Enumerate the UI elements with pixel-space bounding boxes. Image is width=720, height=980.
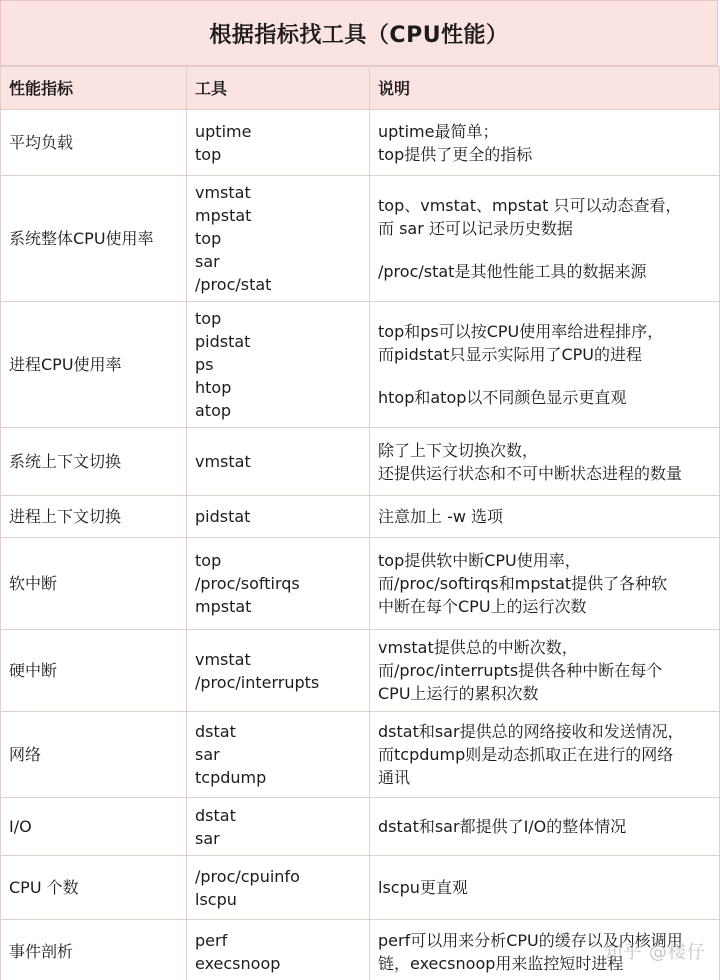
tool-name: /proc/cpuinfo: [195, 866, 300, 886]
table-row: [1, 630, 720, 712]
tool-name: execsnoop: [195, 953, 281, 973]
tool-name: sar: [195, 828, 220, 848]
tool-name: sar: [195, 745, 220, 764]
table-row: [1, 302, 720, 428]
cell-metric: 软中断: [1, 538, 187, 630]
tool-name: htop: [195, 378, 232, 397]
table-row: [1, 176, 720, 302]
description-line: lscpu更直观: [378, 878, 468, 897]
table-row: [1, 712, 720, 798]
description-line: top、vmstat、mpstat 只可以动态查看，: [378, 196, 682, 215]
cell-tools: [187, 712, 370, 798]
tool-name: pidstat: [195, 507, 251, 526]
description-line: [378, 366, 711, 386]
description-line: 通讯: [378, 768, 411, 787]
cell-tools: [187, 110, 370, 176]
cell-description: [370, 496, 720, 538]
cell-description: [370, 630, 720, 712]
cell-tools: [187, 920, 370, 980]
tool-name: /proc/interrupts: [195, 672, 320, 692]
cell-metric: 平均负载: [1, 110, 187, 176]
tool-name: mpstat: [195, 597, 252, 616]
description-line: 而tcpdump则是动态抓取正在进行的网络: [378, 745, 674, 764]
cell-metric: 网络: [1, 712, 187, 798]
tool-name: /proc/stat: [195, 275, 272, 294]
table-row: [1, 538, 720, 630]
description-line: 而/proc/interrupts提供各种中断在每个: [378, 661, 663, 680]
tool-name: pidstat: [195, 332, 251, 351]
description-line: 还提供运行状态和不可中断状态进程的数量: [378, 463, 683, 483]
tool-name: top: [195, 309, 222, 328]
description-line: 除了上下文切换次数，: [378, 440, 539, 460]
description-line: 中断在每个CPU上的运行次数: [378, 597, 587, 616]
tool-name: mpstat: [195, 206, 252, 225]
description-line: uptime最简单；: [378, 121, 499, 141]
tool-name: top: [195, 551, 222, 570]
tool-name: vmstat: [195, 649, 251, 669]
description-line: top提供了更全的指标: [378, 144, 533, 164]
table-row: [1, 110, 720, 176]
tool-name: dstat: [195, 805, 236, 825]
cell-description: [370, 538, 720, 630]
table-row: [1, 496, 720, 538]
cell-tools: [187, 428, 370, 496]
cell-metric: I/O: [1, 798, 187, 856]
description-line: 而/proc/softirqs和mpstat提供了各种软: [378, 574, 668, 593]
tool-name: top: [195, 144, 222, 164]
tool-name: vmstat: [195, 452, 251, 471]
watermark: 知乎 @楼仔: [604, 942, 706, 963]
tool-name: /proc/softirqs: [195, 574, 300, 593]
table-row: [1, 856, 720, 920]
cell-metric: 进程上下文切换: [1, 496, 187, 538]
header-tools: 工具: [187, 67, 370, 110]
table-row: [1, 798, 720, 856]
description-line: dstat和sar提供总的网络接收和发送情况，: [378, 722, 684, 741]
description-line: CPU上运行的累积次数: [378, 684, 539, 703]
cell-metric: 系统上下文切换: [1, 428, 187, 496]
tool-name: vmstat: [195, 183, 251, 202]
tool-name: perf: [195, 930, 228, 950]
table-header-row: [1, 67, 720, 110]
cell-tools: [187, 798, 370, 856]
cell-metric: 进程CPU使用率: [1, 302, 187, 428]
cpu-tools-table: [0, 66, 720, 980]
table-title-bar: [0, 0, 718, 66]
table-row: [1, 428, 720, 496]
cell-tools: [187, 176, 370, 302]
tool-name: uptime: [195, 121, 252, 141]
description-line: top提供软中断CPU使用率，: [378, 551, 581, 570]
cell-tools: [187, 630, 370, 712]
tool-name: top: [195, 229, 222, 248]
tool-name: ps: [195, 355, 214, 374]
description-line: top和ps可以按CPU使用率给进程排序，: [378, 322, 664, 341]
cell-tools: [187, 538, 370, 630]
description-line: [378, 240, 711, 260]
cell-description: [370, 798, 720, 856]
cell-metric: 系统整体CPU使用率: [1, 176, 187, 302]
cell-description: [370, 428, 720, 496]
tool-name: lscpu: [195, 889, 237, 909]
tool-name: sar: [195, 252, 220, 271]
tool-name: tcpdump: [195, 768, 267, 787]
description-line: perf可以用来分析CPU的缓存以及内核调用: [378, 930, 683, 950]
description-line: vmstat提供总的中断次数，: [378, 638, 578, 657]
description-line: 注意加上 -w 选项: [378, 507, 504, 526]
cell-description: [370, 856, 720, 920]
cell-tools: [187, 302, 370, 428]
cell-metric: 硬中断: [1, 630, 187, 712]
cell-description: [370, 110, 720, 176]
description-line: /proc/stat是其他性能工具的数据来源: [378, 262, 647, 281]
cell-description: [370, 176, 720, 302]
cell-description: [370, 712, 720, 798]
description-line: 而 sar 还可以记录历史数据: [378, 219, 573, 238]
cell-tools: [187, 856, 370, 920]
table-title: 根据指标找工具（CPU性能）: [209, 22, 509, 48]
description-line: dstat和sar都提供了I/O的整体情况: [378, 817, 627, 836]
header-description: 说明: [370, 67, 720, 110]
cell-tools: [187, 496, 370, 538]
cell-metric: CPU 个数: [1, 856, 187, 920]
description-line: 而pidstat只显示实际用了CPU的进程: [378, 345, 642, 364]
tool-name: dstat: [195, 722, 236, 741]
tool-name: atop: [195, 401, 232, 420]
description-line: htop和atop以不同颜色显示更直观: [378, 388, 627, 407]
description-line: 链，execsnoop用来监控短时进程: [378, 953, 624, 973]
table-body: [1, 110, 720, 980]
cell-description: [370, 302, 720, 428]
header-metric: 性能指标: [1, 67, 187, 110]
cell-metric: 事件剖析: [1, 920, 187, 980]
